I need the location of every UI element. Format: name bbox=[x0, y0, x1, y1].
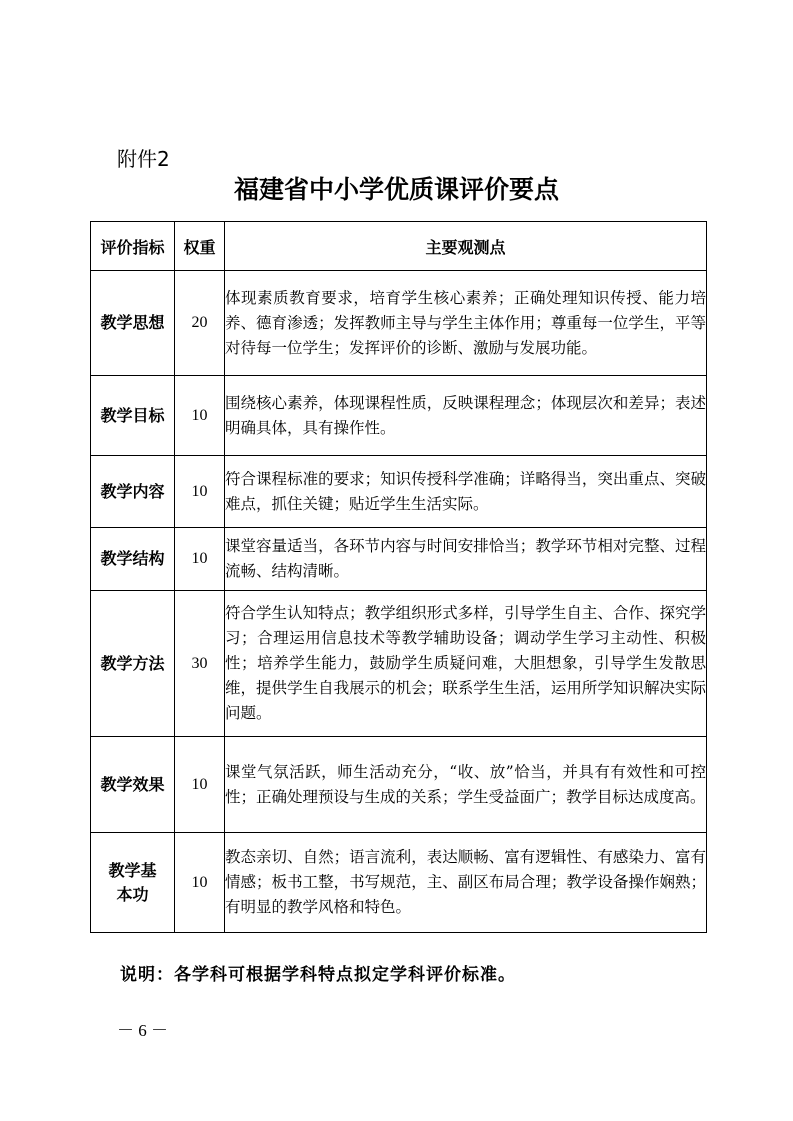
table-row bbox=[91, 271, 707, 376]
row-indicator-line1: 教学基 bbox=[108, 860, 157, 880]
row-points: 符合课程标准的要求；知识传授科学准确；详略得当，突出重点、突破难点，抓住关键；贴近学生生活实际。 bbox=[225, 456, 707, 528]
row-indicator: 教学内容 bbox=[91, 456, 175, 528]
table-header-row bbox=[91, 222, 707, 271]
table-row bbox=[91, 456, 707, 528]
table-row bbox=[91, 833, 707, 933]
row-weight: 10 bbox=[175, 376, 225, 456]
row-weight: 10 bbox=[175, 528, 225, 591]
evaluation-table bbox=[90, 221, 707, 933]
table-row bbox=[91, 528, 707, 591]
row-weight: 30 bbox=[175, 591, 225, 737]
row-weight: 10 bbox=[175, 833, 225, 933]
row-weight: 10 bbox=[175, 737, 225, 833]
header-points: 主要观测点 bbox=[225, 222, 707, 271]
row-indicator: 教学结构 bbox=[91, 528, 175, 591]
row-indicator: 教学目标 bbox=[91, 376, 175, 456]
table-row bbox=[91, 376, 707, 456]
row-indicator bbox=[91, 833, 175, 933]
header-weight: 权重 bbox=[175, 222, 225, 271]
explanation-note: 说明：各学科可根据学科特点拟定学科评价标准。 bbox=[120, 965, 516, 985]
row-indicator: 教学效果 bbox=[91, 737, 175, 833]
row-points: 课堂容量适当，各环节内容与时间安排恰当；教学环节相对完整、过程流畅、结构清晰。 bbox=[225, 528, 707, 591]
table-row bbox=[91, 591, 707, 737]
header-indicator: 评价指标 bbox=[91, 222, 175, 271]
row-points: 符合学生认知特点；教学组织形式多样，引导学生自主、合作、探究学习；合理运用信息技术等教学辅助设备；调动学生学习主动性、积极性；培养学生能力，鼓励学生质疑问难，大胆想象，引导学生发散思维，提供学生自我展示的机会；联系学生生活，运用所学知识解决实际问题。 bbox=[225, 591, 707, 737]
row-weight: 20 bbox=[175, 271, 225, 376]
row-indicator: 教学方法 bbox=[91, 591, 175, 737]
row-points: 教态亲切、自然；语言流利，表达顺畅、富有逻辑性、有感染力、富有情感；板书工整，书写规范，主、副区布局合理；教学设备操作娴熟；有明显的教学风格和特色。 bbox=[225, 833, 707, 933]
table-row bbox=[91, 737, 707, 833]
row-weight: 10 bbox=[175, 456, 225, 528]
attachment-label: 附件2 bbox=[117, 147, 170, 171]
row-points: 课堂气氛活跃，师生活动充分，“收、放”恰当，并具有有效性和可控性；正确处理预设与生成的关系；学生受益面广；教学目标达成度高。 bbox=[225, 737, 707, 833]
row-points: 体现素质教育要求，培育学生核心素养；正确处理知识传授、能力培养、德育渗透；发挥教师主导与学生主体作用；尊重每一位学生，平等对待每一位学生；发挥评价的诊断、激励与发展功能。 bbox=[225, 271, 707, 376]
document-title: 福建省中小学优质课评价要点 bbox=[233, 175, 559, 204]
row-points: 围绕核心素养，体现课程性质，反映课程理念；体现层次和差异；表述明确具体，具有操作性。 bbox=[225, 376, 707, 456]
page-number: － 6 － bbox=[117, 1021, 168, 1040]
row-indicator: 教学思想 bbox=[91, 271, 175, 376]
row-indicator-line2: 本功 bbox=[116, 884, 149, 904]
